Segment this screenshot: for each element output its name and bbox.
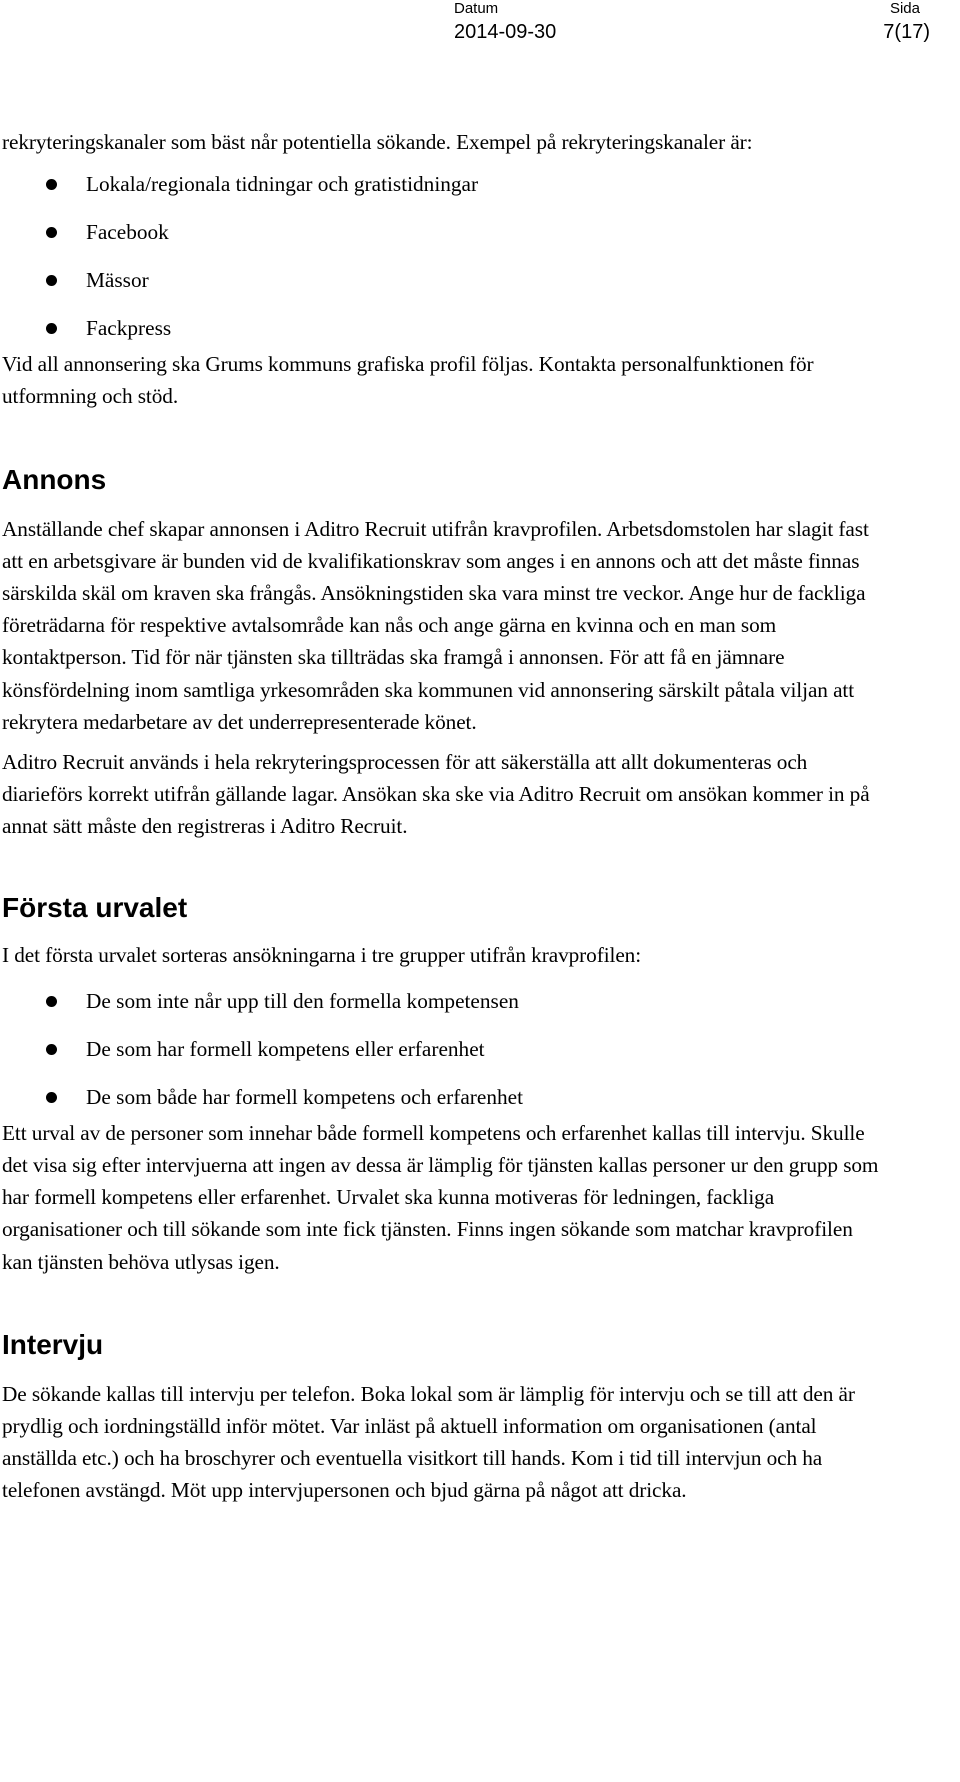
list-item [2, 1035, 882, 1063]
intervju-paragraph: De sökande kallas till intervju per telefon. Boka lokal som är lämplig för intervju och se till att den är prydlig och iordningställd inför mötet. Var inläst på aktuell information om organisationen (antal anställda etc.) och ha broschyrer och eventuella visitkort till hands. Kom i tid till intervjun och ha telefonen avstängd. Möt upp intervjupersonen och bjud gärna på något att dricka. [2, 1381, 855, 1503]
annons-paragraph-2: Aditro Recruit används i hela rekryteringsprocessen för att säkerställa att allt dokumenteras och diarieförs korrekt utifrån gällande lagar. Ansökan ska ske via Aditro Recruit om ansökan kommer in på annat sätt måste den registreras i Aditro Recruit. [2, 750, 870, 839]
bullet-icon [46, 275, 57, 286]
header-page-number: 7(17) [883, 21, 930, 43]
annons-paragraph-1: Anställande chef skapar annonsen i Aditro Recruit utifrån kravprofilen. Arbetsdomstolen har slagit fast att en arbetsgivare är bunden vid de kvalifikationskrav som anges i en annons och att det måste finnas särskilda skäl om kraven ska frångås. Ansökningstiden ska vara minst tre veckor. Ange hur de fackliga företrädarna för respektive avtalsområde kan nås och ange gärna en kvinna och en man som kontaktperson. Tid för när tjänsten ska tillträdas ska framgå i annonsen. För att få en jämnare könsfördelning inom samtliga yrkesområden ska kommunen vid annonsering särskilt påtala viljan att rekrytera medarbetare av det underrepresenterade könet. [2, 516, 869, 734]
intro-closing-paragraph: Vid all annonsering ska Grums kommuns grafiska profil följas. Kontakta personalfunktionen för utformning och stöd. [2, 352, 814, 409]
list-item-text: De som har formell kompetens eller erfarenhet [86, 1036, 485, 1061]
document-body [0, 126, 882, 1515]
channel-list [2, 170, 882, 342]
list-item-text: Facebook [86, 220, 169, 245]
bullet-icon [46, 179, 57, 190]
section-heading-forsta-urvalet: Första urvalet [2, 891, 188, 923]
bullet-icon [46, 996, 57, 1007]
header-page-label: Sida [889, 0, 920, 17]
intro-paragraph: rekryteringskanaler som bäst når potentiella sökande. Exempel på rekryteringskanaler är: [2, 130, 753, 154]
list-item [2, 266, 882, 294]
list-item-text: De som inte når upp till den formella kompetensen [86, 988, 519, 1013]
list-item-text: Lokala/regionala tidningar och gratistidningar [86, 172, 479, 197]
list-item [2, 1083, 882, 1111]
list-item [2, 218, 882, 246]
section-heading-annons: Annons [2, 463, 107, 495]
bullet-icon [46, 1044, 57, 1055]
list-item-text: Fackpress [86, 316, 172, 341]
list-item [2, 314, 882, 342]
bullet-icon [46, 1092, 57, 1103]
bullet-icon [46, 227, 57, 238]
applicant-group-list [2, 987, 882, 1111]
bullet-icon [46, 323, 57, 334]
forsta-urvalet-intro: I det första urvalet sorteras ansökningarna i tre grupper utifrån kravprofilen: [2, 942, 642, 967]
list-item [2, 987, 882, 1015]
list-item-text: De som både har formell kompetens och erfarenhet [86, 1084, 524, 1109]
header-date-label: Datum [454, 0, 499, 17]
section-heading-intervju: Intervju [2, 1328, 104, 1360]
list-item [2, 170, 882, 198]
header-date-value: 2014-09-30 [454, 21, 557, 43]
list-item-text: Mässor [86, 268, 149, 293]
forsta-urvalet-paragraph: Ett urval av de personer som innehar både formell kompetens och erfarenhet kallas till intervju. Skulle det visa sig efter intervjuerna att ingen av dessa är lämplig för tjänsten kallas personer ur den grupp som har formell kompetens eller erfarenhet. Urvalet ska kunna motiveras för ledningen, fackliga organisationer och till sökande som inte fick tjänsten. Finns ingen sökande som matchar kravprofilen kan tjänsten behöva utlysas igen. [2, 1120, 879, 1274]
